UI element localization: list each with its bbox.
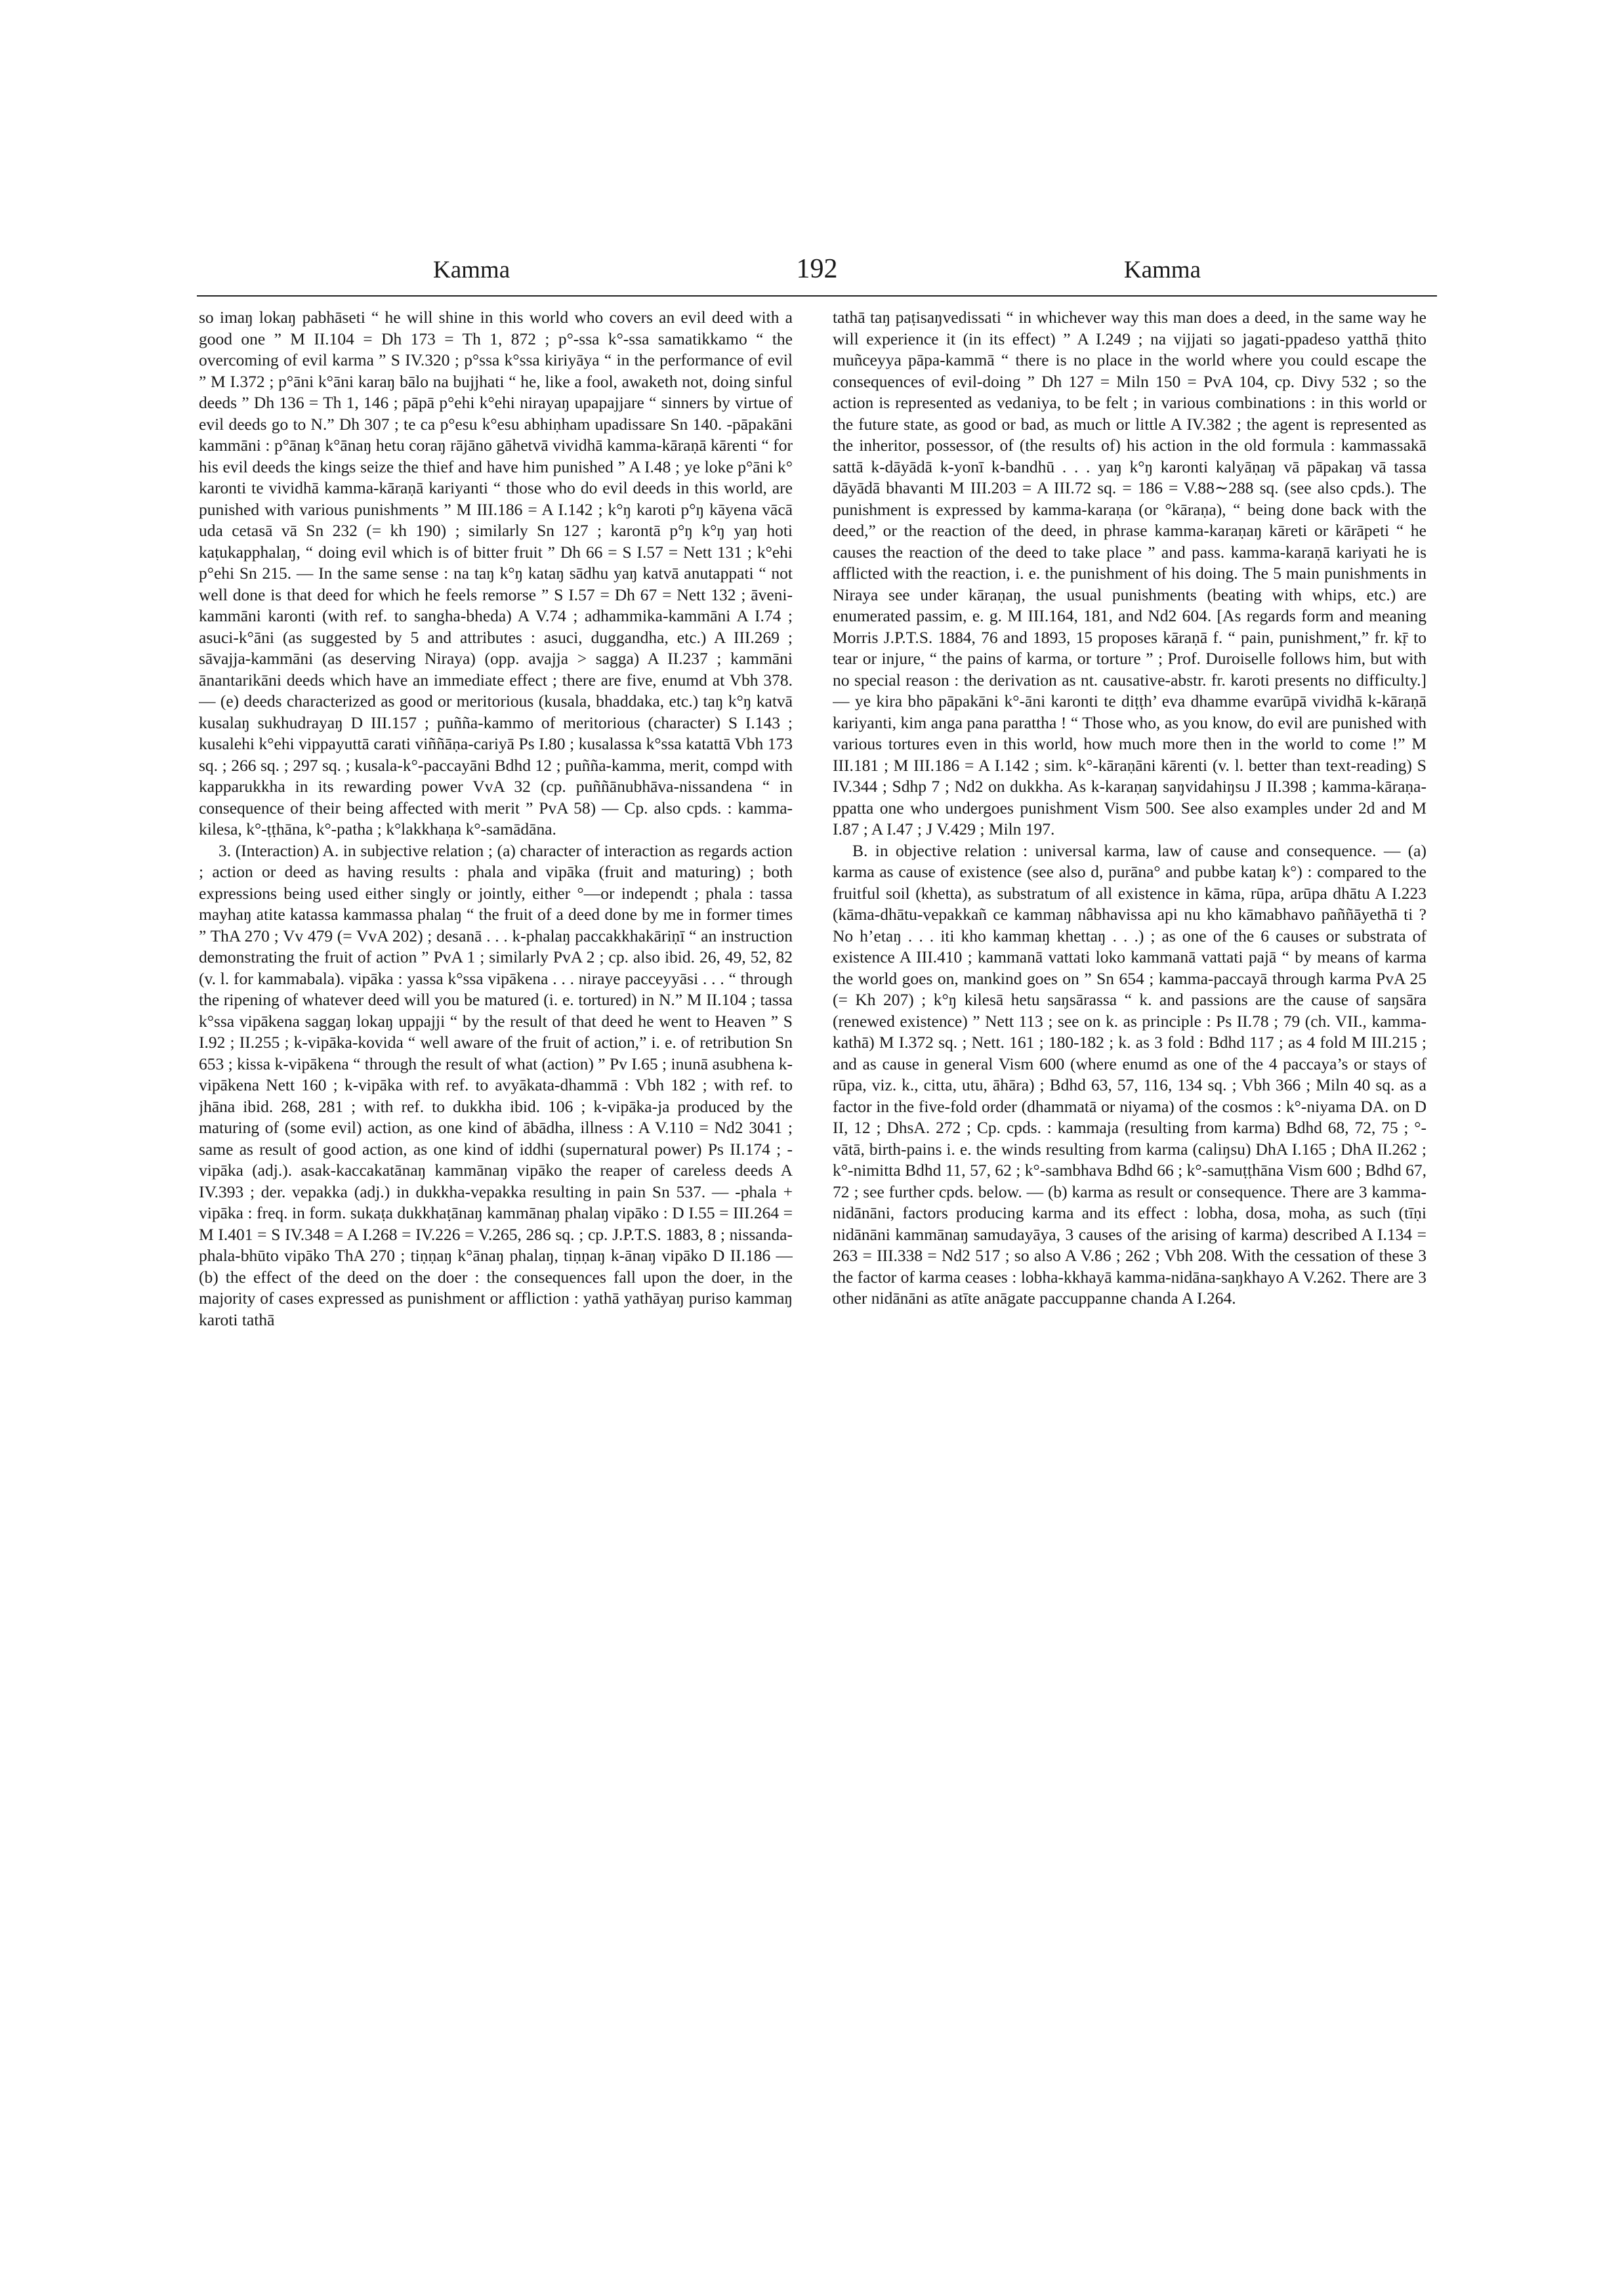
- page-header: [197, 256, 1437, 295]
- headword-right: Kamma: [1123, 257, 1201, 283]
- header-rule: [197, 295, 1437, 297]
- entry-paragraph: B. in objective relation : universal karma, law of cause and consequence. — (a) karma as cause of existence (see also d, purāna° and pubbe kataŋ k°) : compared to the fruitful soil (khetta), as substratum of all existence in kāma, rūpa, arūpa dhātu A I.223 (kāma-dhātu-vepakkañ ce kammaŋ nâbhavissa api nu kho kāmabhavo paññāyethā ti ? No h’etaŋ . . . iti kho kammaŋ khettaŋ . . .) ; as one of the 6 causes or substrata of existence A III.410 ; kammanā vattati loko kammanā vattati pajā “ by means of karma the world goes on, mankind goes on ” Sn 654 ; kamma-paccayā through karma PvA 25 (= Kh 207) ; k°ŋ kilesā hetu saŋsārassa “ k. and passions are the cause of saŋsāra (renewed existence) ” Nett 113 ; see on k. as principle : Ps II.78 ; 79 (ch. VII., kamma-kathā) M I.372 sq. ; Nett. 161 ; 180-182 ; k. as 3 fold : Bdhd 117 ; as 4 fold M III.215 ; and as cause in general Vism 600 (where enumd as one of the 4 paccaya’s or stays of rūpa, viz. k., citta, utu, āhāra) ; Bdhd 63, 57, 116, 134 sq. ; Vbh 366 ; Miln 40 sq. as a factor in the five-fold order (dhammatā or niyama) of the cosmos : k°-niyama DA. on D II, 12 ; DhsA. 272 ; Cp. cpds. : kammaja (resulting from karma) Bdhd 68, 72, 75 ; °-vātā, birth-pains i. e. the winds resulting from karma (caliŋsu) DhA I.165 ; DhA II.262 ; k°-nimitta Bdhd 11, 57, 62 ; k°-sambhava Bdhd 66 ; k°-samuṭṭhāna Vism 600 ; Bdhd 67, 72 ; see further cpds. below. — (b) karma as result or consequence. There are 3 kamma-nidānāni, factors producing karma and its effect : lobha, dosa, moha, as such (tīṇi nidānāni kammānaŋ samudayāya, 3 causes of the arising of karma) described A I.134 = 263 = III.338 = Nd2 517 ; so also A V.86 ; 262 ; Vbh 208. With the cessation of these 3 the factor of karma ceases : lobha-kkhayā kamma-nidāna-saŋkhayo A V.262. There are 3 other nidānāni as atīte anāgate paccuppanne chanda A I.264.: [833, 840, 1426, 1308]
- right-column: [833, 307, 1426, 2108]
- page-number: 192: [796, 254, 838, 284]
- left-column: [199, 307, 793, 2108]
- headword-left: Kamma: [433, 257, 510, 283]
- entry-paragraph: so imaŋ lokaŋ pabhāseti “ he will shine in this world who covers an evil deed with a good one ” M II.104 = Dh 173 = Th 1, 872 ; p°-ssa k°-ssa samatikkamo “ the overcoming of evil karma ” S IV.320 ; p°ssa k°ssa kiriyāya “ in the performance of evil ” M I.372 ; p°āni k°āni karaŋ bālo na bujjhati “ he, like a fool, awaketh not, doing sinful deeds ” Dh 136 = Th 1, 146 ; pāpā p°ehi k°ehi nirayaŋ upapajjare “ sinners by virtue of evil deeds go to N.” Dh 307 ; te ca p°esu k°esu abhiṇham upadissare Sn 140. -pāpakāni kammāni : p°ānaŋ k°ānaŋ hetu coraŋ rājāno gāhetvā vividhā kamma-kāraṇā kārenti “ for his evil deeds the kings seize the thief and have him punished ” A I.48 ; ye loke p°āni k° karonti te vividhā kamma-kāraṇā kariyanti “ those who do evil deeds in this world, are punished with various punishments ” M III.186 = A I.142 ; k°ŋ karoti p°ŋ kāyena vācā uda cetasā vā Sn 232 (= kh 190) ; similarly Sn 127 ; karontā p°ŋ k°ŋ yaŋ hoti kaṭukapphalaŋ, “ doing evil which is of bitter fruit ” Dh 66 = S I.57 = Nett 131 ; k°ehi p°ehi Sn 215. — In the same sense : na taŋ k°ŋ kataŋ sādhu yaŋ katvā anutappati “ not well done is that deed for which he feels remorse ” S I.57 = Dh 67 = Nett 132 ; āveni-kammāni karonti (with ref. to sangha-bheda) A V.74 ; adhammika-kammāni A I.74 ; asuci-k°āni (as suggested by 5 and attributes : asuci, duggandha, etc.) A III.269 ; sāvajja-kammāni (as deserving Niraya) (opp. avajja > sagga) A II.237 ; kammāni ānantarikāni deeds which have an immediate effect ; there are five, enumd at Vbh 378. — (e) deeds characterized as good or meritorious (kusala, bhaddaka, etc.) taŋ k°ŋ katvā kusalaŋ sukhudrayaŋ D III.157 ; puñña-kammo of meritorious (character) S I.143 ; kusalehi k°ehi vippayuttā carati viññāṇa-cariyā Ps I.80 ; kusalassa k°ssa katattā Vbh 173 sq. ; 266 sq. ; 297 sq. ; kusala-k°-paccayāni Bdhd 12 ; puñña-kamma, merit, compd with kapparukkha in its rewarding power VvA 32 (cp. puññānubhāva-nissandena “ in consequence of their being affected with merit ” PvA 58) — Cp. also cpds. : kamma-kilesa, k°-ṭṭhāna, k°-patha ; k°lakkhaṇa k°-samādāna.: [199, 308, 793, 838]
- entry-paragraph: tathā taŋ paṭisaŋvedissati “ in whichever way this man does a deed, in the same way he will experience it (in its effect) ” A I.249 ; na vijjati so jagati-ppadeso yatthā ṭhito muñceyya pāpa-kammā “ there is no place in the world where you could escape the consequences of evil-doing ” Dh 127 = Miln 150 = PvA 104, cp. Divy 532 ; so the action is represented as vedaniya, to be felt ; in various combinations : in this world or the future state, as good or bad, as much or little A IV.382 ; the agent is represented as the inheritor, possessor, of (the results of) his action in the old formula : kammassakā sattā k-dāyādā k-yonī k-bandhū . . . yaŋ k°ŋ karonti kalyāṇaŋ vā pāpakaŋ vā tassa dāyādā bhavanti M III.203 = A III.72 sq. = 186 = V.88∼288 sq. (see also cpds.). The punishment is expressed by kamma-karaṇa (or °kāraṇa), “ being done back with the deed,” or the reaction of the deed, in phrase kamma-karaṇaŋ kāreti or kārāpeti “ he causes the reaction of the deed to take place ” and pass. kamma-karaṇā kariyati he is afflicted with the reaction, i. e. the punishment of his doing. The 5 main punishments in Niraya see under kāraṇaŋ, the usual punishments (beating with whips, etc.) are enumerated passim, e. g. M III.164, 181, and Nd2 604. [As regards form and meaning Morris J.P.T.S. 1884, 76 and 1893, 15 proposes kāraṇā f. “ pain, punishment,” fr. kṝ to tear or injure, “ the pains of karma, or torture ” ; Prof. Duroiselle follows him, but with no special reason : the derivation as nt. causative-abstr. fr. karoti presents no difficulty.] — ye kira bho pāpakāni k°-āni karonti te diṭṭh’ eva dhamme evarūpā vividhā k-kāraṇā kariyanti, kim anga pana parattha ! “ Those who, as you know, do evil are punished with various tortures even in this world, how much more then in the world to come !” M III.181 ; M III.186 = A I.142 ; sim. k°-kāraṇāni kārenti (v. l. better than text-reading) S IV.344 ; Sdhp 7 ; Nd2 on dukkha. As k-karaṇaŋ saŋvidahiŋsu J II.398 ; kamma-kāraṇa-ppatta one who undergoes punishment Vism 500. See also examples under 2d and M I.87 ; A I.47 ; J V.429 ; Miln 197.: [833, 308, 1426, 838]
- entry-paragraph: 3. (Interaction) A. in subjective relation ; (a) character of interaction as regards action ; action or deed as having results : phala and vipāka (fruit and maturing) ; both expressions being used either singly or jointly, either °—or independt ; phala : tassa mayhaŋ atite katassa kammassa phalaŋ “ the fruit of a deed done by me in former times ” ThA 270 ; Vv 479 (= VvA 202) ; desanā . . . k-phalaŋ paccakkhakāriṇī “ an instruction demonstrating the fruit of action ” PvA 1 ; similarly PvA 2 ; cp. also ibid. 26, 49, 52, 82 (v. l. for kammabala). vipāka : yassa k°ssa vipākena . . . niraye pacceyyāsi . . . “ through the ripening of whatever deed will you be matured (i. e. tortured) in N.” M II.104 ; tassa k°ssa vipākena saggaŋ lokaŋ uppajji “ by the result of that deed he went to Heaven ” S I.92 ; II.255 ; k-vipāka-kovida “ well aware of the fruit of action,” i. e. of retribution Sn 653 ; kissa k-vipākena “ through the result of what (action) ” Pv I.65 ; inunā asubhena k-vipākena Nett 160 ; k-vipāka with ref. to avyākata-dhammā : Vbh 182 ; with ref. to jhāna ibid. 268, 281 ; with ref. to dukkha ibid. 106 ; k-vipāka-ja produced by the maturing of (some evil) action, as one kind of ābādha, illness : A V.110 = Nd2 3041 ; same as result of good action, as one kind of iddhi (supernatural power) Ps II.174 ; -vipāka (adj.). asak-kaccakatānaŋ kammānaŋ vipāko the reaper of careless deeds A IV.393 ; der. vepakka (adj.) in dukkha-vepakka resulting in pain Sn 537. — -phala + vipāka : freq. in form. sukaṭa dukkhaṭānaŋ kammānaŋ phalaŋ vipāko : D I.55 = III.264 = M I.401 = S IV.348 = A I.268 = IV.226 = V.265, 286 sq. ; cp. J.P.T.S. 1883, 8 ; nissanda-phala-bhūto vipāko ThA 270 ; tiṇṇaŋ k°ānaŋ phalaŋ, tiṇṇaŋ k-ānaŋ vipāko D II.186 — (b) the effect of the deed on the doer : the consequences fall upon the doer, in the majority of cases expressed as punishment or affliction : yathā yathāyaŋ puriso kammaŋ karoti tathā: [199, 840, 793, 1329]
